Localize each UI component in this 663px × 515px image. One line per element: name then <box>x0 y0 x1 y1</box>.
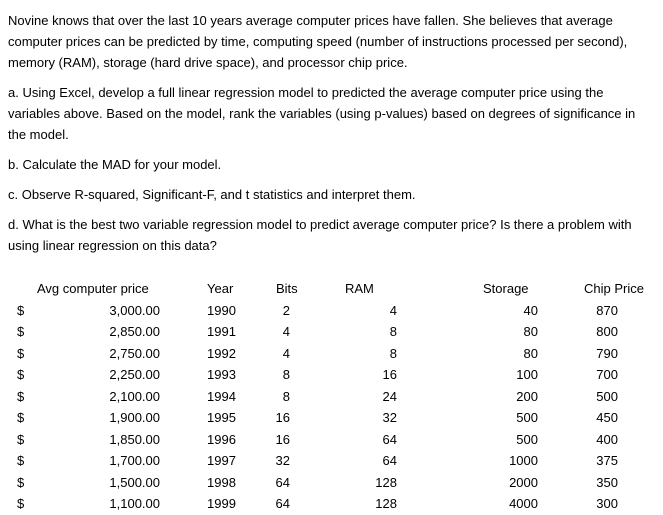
cell-chip-price: 800 <box>596 324 618 339</box>
cell-chip-price: 700 <box>596 367 618 382</box>
table-header-row <box>0 278 663 300</box>
cell-year: 1992 <box>207 345 236 361</box>
column-header-bits: Bits <box>276 281 298 296</box>
table-row <box>0 450 663 472</box>
cell-storage: 40 <box>523 302 538 318</box>
cell-storage: 500 <box>516 431 538 447</box>
currency-symbol: $ <box>17 496 25 511</box>
cell-price: 1,850.00 <box>109 431 160 447</box>
cell-chip-price: 400 <box>596 431 618 447</box>
table-row <box>0 300 663 322</box>
currency-symbol: $ <box>17 324 25 339</box>
cell-year: 1998 <box>207 474 236 490</box>
cell-chip-price: 350 <box>596 474 618 490</box>
data-table <box>0 278 663 515</box>
table-row <box>0 493 663 515</box>
table-row <box>0 407 663 429</box>
cell-year: 1997 <box>207 453 236 468</box>
cell-chip-price: 300 <box>596 496 618 511</box>
table-row <box>0 429 663 451</box>
currency-symbol: $ <box>17 431 25 447</box>
cell-year: 1994 <box>207 388 236 404</box>
cell-storage: 500 <box>516 410 538 425</box>
cell-bits: 64 <box>275 496 290 511</box>
cell-ram: 24 <box>382 388 397 404</box>
cell-year: 1991 <box>207 324 236 339</box>
table-row <box>0 386 663 408</box>
cell-price: 2,100.00 <box>109 388 160 404</box>
cell-ram: 4 <box>389 302 397 318</box>
cell-storage: 4000 <box>509 496 538 511</box>
cell-price: 1,500.00 <box>109 474 160 490</box>
table-row <box>0 364 663 386</box>
cell-ram: 64 <box>382 431 397 447</box>
cell-bits: 8 <box>282 388 290 404</box>
cell-storage: 200 <box>516 388 538 404</box>
cell-year: 1993 <box>207 367 236 382</box>
question-d: d. What is the best two variable regression model to predict average computer price? Is there a problem with using linear regression on this data? <box>8 217 632 253</box>
table-row <box>0 343 663 365</box>
cell-price: 1,100.00 <box>109 496 160 511</box>
cell-price: 1,700.00 <box>109 453 160 468</box>
cell-price: 2,750.00 <box>109 345 160 361</box>
question-a: a. Using Excel, develop a full linear regression model to predicted the average computer price using the variables above. Based on the model, rank the variables (using p-values) based on degrees of significance in the model. <box>8 85 636 142</box>
cell-price: 1,900.00 <box>109 410 160 425</box>
column-header-price: Avg computer price <box>37 281 149 296</box>
cell-bits: 16 <box>275 431 290 447</box>
cell-chip-price: 375 <box>596 453 618 468</box>
cell-chip-price: 870 <box>596 302 618 318</box>
table-row <box>0 472 663 494</box>
cell-ram: 64 <box>382 453 397 468</box>
currency-symbol: $ <box>17 388 25 404</box>
cell-storage: 80 <box>523 345 538 361</box>
intro-paragraph: Novine knows that over the last 10 years average computer prices have fallen. She believes that average computer prices can be predicted by time, computing speed (number of instructions processed per second), memory (RAM), storage (hard drive space), and processor chip price. <box>8 13 628 70</box>
currency-symbol: $ <box>17 367 25 382</box>
cell-bits: 8 <box>282 367 290 382</box>
cell-storage: 1000 <box>509 453 538 468</box>
cell-ram: 8 <box>389 345 397 361</box>
cell-ram: 32 <box>382 410 397 425</box>
cell-chip-price: 790 <box>596 345 618 361</box>
cell-price: 2,850.00 <box>109 324 160 339</box>
cell-price: 2,250.00 <box>109 367 160 382</box>
cell-bits: 64 <box>275 474 290 490</box>
cell-bits: 2 <box>282 302 290 318</box>
column-header-year: Year <box>207 281 234 296</box>
cell-chip-price: 450 <box>596 410 618 425</box>
cell-storage: 100 <box>516 367 538 382</box>
cell-ram: 128 <box>375 474 397 490</box>
question-b: b. Calculate the MAD for your model. <box>8 157 222 172</box>
currency-symbol: $ <box>17 345 25 361</box>
cell-storage: 80 <box>523 324 538 339</box>
cell-ram: 16 <box>382 367 397 382</box>
cell-bits: 32 <box>275 453 290 468</box>
cell-storage: 2000 <box>509 474 538 490</box>
question-c: c. Observe R-squared, Significant-F, and t statistics and interpret them. <box>8 187 416 202</box>
table-row <box>0 321 663 343</box>
cell-bits: 16 <box>275 410 290 425</box>
cell-year: 1995 <box>207 410 236 425</box>
cell-year: 1999 <box>207 496 236 511</box>
column-header-chip-price: Chip Price <box>584 281 644 296</box>
column-header-storage: Storage <box>483 281 529 296</box>
currency-symbol: $ <box>17 453 25 468</box>
currency-symbol: $ <box>17 410 25 425</box>
cell-bits: 4 <box>282 324 290 339</box>
currency-symbol: $ <box>17 302 25 318</box>
cell-chip-price: 500 <box>596 388 618 404</box>
cell-price: 3,000.00 <box>109 302 160 318</box>
cell-year: 1990 <box>207 302 236 318</box>
cell-bits: 4 <box>282 345 290 361</box>
cell-ram: 8 <box>389 324 397 339</box>
currency-symbol: $ <box>17 474 25 490</box>
cell-year: 1996 <box>207 431 236 447</box>
cell-ram: 128 <box>375 496 397 511</box>
column-header-ram: RAM <box>345 281 374 296</box>
